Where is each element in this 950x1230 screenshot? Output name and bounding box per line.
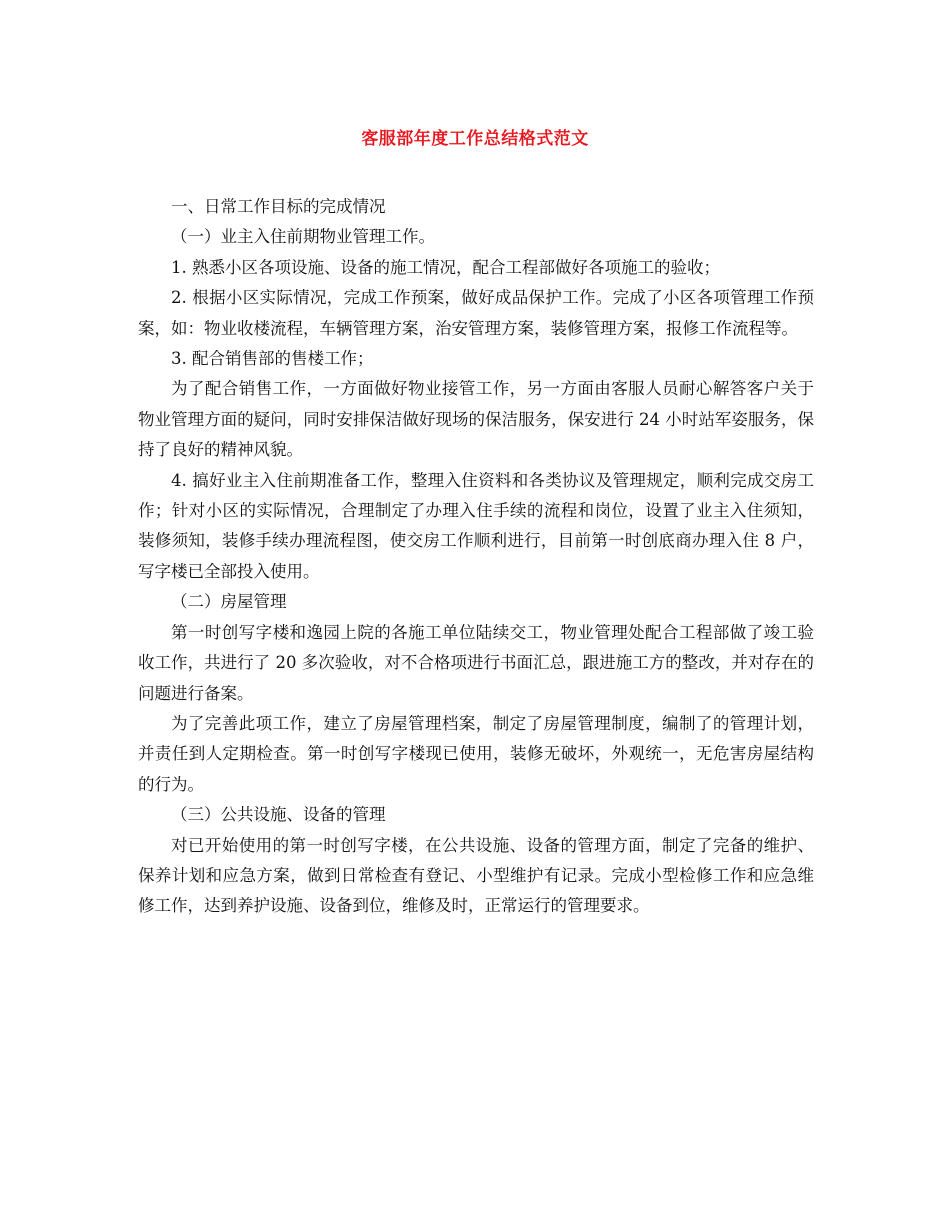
document-body xyxy=(138,192,814,922)
list-item: 1. 熟悉小区各项设施、设备的施工情况，配合工程部做好各项施工的验收； xyxy=(171,257,720,277)
subsection-heading: （二）房屋管理 xyxy=(171,592,287,612)
body-paragraph: 为了配合销售工作，一方面做好物业接管工作，另一方面由客服人员耐心解答客户关于物业管理方面的疑问，同时安排保洁做好现场的保洁服务，保安进行 24 小时站军姿服务，保持了良好的精神风貌。 xyxy=(138,379,814,460)
subsection-heading: （三）公共设施、设备的管理 xyxy=(171,805,386,825)
subsection-heading: （一）业主入住前期物业管理工作。 xyxy=(171,227,435,247)
list-item: 3. 配合销售部的售楼工作； xyxy=(171,349,374,369)
document-title: 客服部年度工作总结格式范文 xyxy=(361,129,589,149)
list-item: 2. 根据小区实际情况，完成工作预案，做好成品保护工作。完成了小区各项管理工作预案，如：物业收楼流程，车辆管理方案，治安管理方案，装修管理方案，报修工作流程等。 xyxy=(138,288,814,338)
section-heading: 一、日常工作目标的完成情况 xyxy=(171,197,386,216)
body-paragraph: 为了完善此项工作，建立了房屋管理档案，制定了房屋管理制度，编制了的管理计划，并责任到人定期检查。第一时创写字楼现已使用，装修无破坏，外观统一，无危害房屋结构的行为。 xyxy=(138,713,814,794)
list-item: 4. 搞好业主入住前期准备工作，整理入住资料和各类协议及管理规定，顺利完成交房工作；针对小区的实际情况，合理制定了办理入住手续的流程和岗位，设置了业主入住须知，装修须知，装修手续办理流程图，使交房工作顺利进行，目前第一时创底商办理入住 8 户，写字楼已全部投入使用。 xyxy=(138,470,814,581)
body-paragraph: 第一时创写字楼和逸园上院的各施工单位陆续交工，物业管理处配合工程部做了竣工验收工作，共进行了 20 多次验收，对不合格项进行书面汇总，跟进施工方的整改，并对存在的问题进行备案。 xyxy=(138,622,814,703)
body-paragraph: 对已开始使用的第一时创写字楼，在公共设施、设备的管理方面，制定了完备的维护、保养计划和应急方案，做到日常检查有登记、小型维护有记录。完成小型检修工作和应急维修工作，达到养护设施、设备到位，维修及时，正常运行的管理要求。 xyxy=(138,835,814,916)
